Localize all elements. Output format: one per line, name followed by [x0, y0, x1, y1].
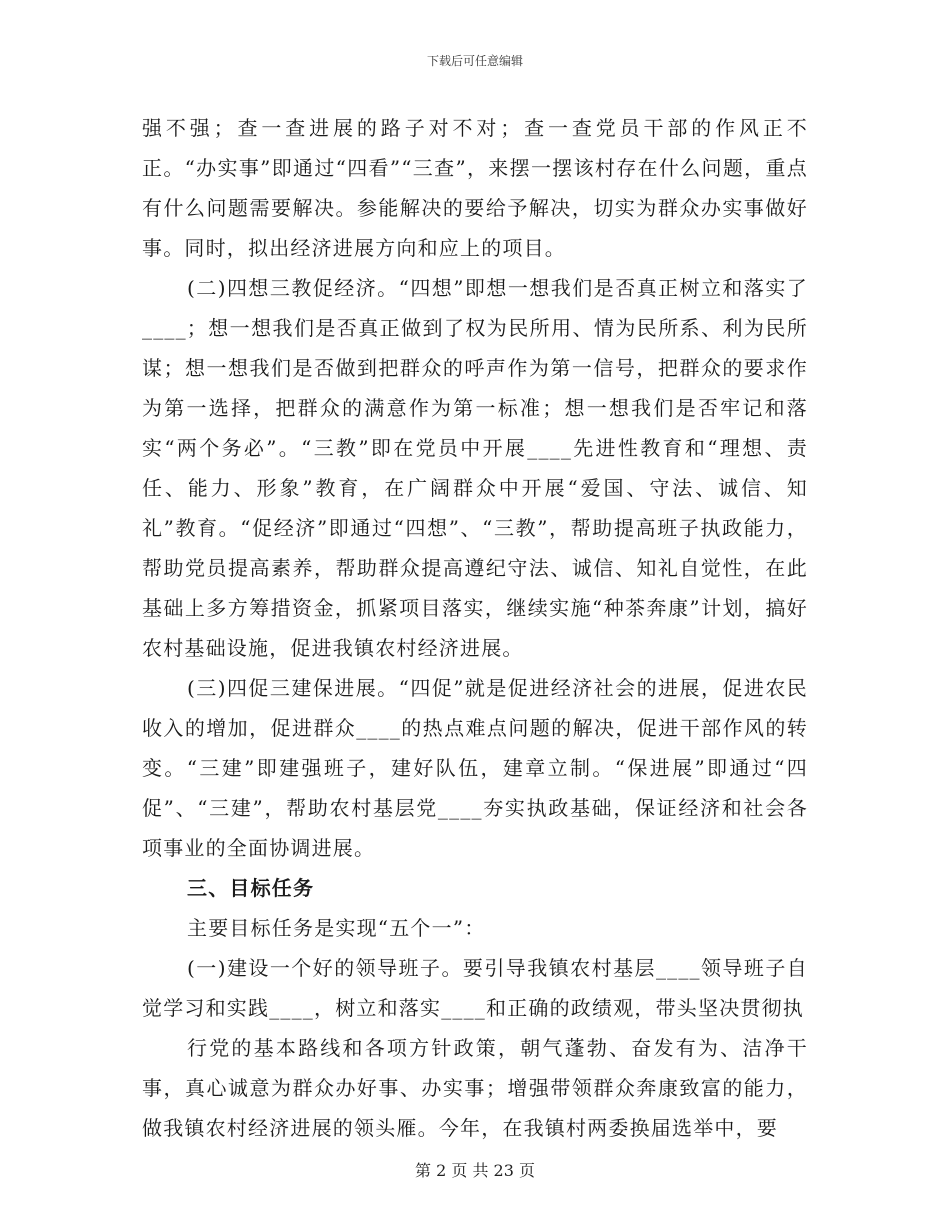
- page-header: 下载后可任意编辑: [426, 54, 523, 68]
- continuation-paragraph: 行党的基本路线和各项方针政策，朝气蓬勃、奋发有为、洁净干事，真心诚意为群众办好事、办实事；增强带领群众奔康致富的能力，做我镇农村经济进展的领头雁。今年，在我镇村两委换届选举中，要: [142, 1036, 808, 1140]
- paragraph-1: 强不强；查一查进展的路子对不对；查一查党员干部的作风正不正。“办实事”即通过“四看”“三查”，来摆一摆该村存在什么问题，重点有什么问题需要解决。参能解决的要给予解决，切实为群众办实事做好事。同时，拟出经济进展方向和应上的项目。: [142, 116, 808, 260]
- document-body: [142, 108, 808, 1148]
- paragraph-3: (三)四促三建保进展。“四促”就是促进经济社会的进展，促进农民收入的增加，促进群众____的热点难点问题的解决，促进干部作风的转变。“三建”即建强班子，建好队伍，建章立制。“保进展”即通过“四促”、“三建”，帮助农村基层党____夯实执政基础，保证经济和社会各项事业的全面协调进展。: [142, 676, 808, 860]
- item-1-paragraph: (一)建设一个好的领导班子。要引导我镇农村基层____领导班子自觉学习和实践____，树立和落实____和正确的政绩观，带头坚决贯彻执: [142, 956, 808, 1020]
- paragraph-2: (二)四想三教促经济。“四想”即想一想我们是否真正树立和落实了____；想一想我们是否真正做到了权为民所用、情为民所系、利为民所谋；想一想我们是否做到把群众的呼声作为第一信号，把群众的要求作为第一选择，把群众的满意作为第一标准；想一想我们是否牢记和落实“两个务必”。“三教”即在党员中开展____先进性教育和“理想、责任、能力、形象”教育，在广阔群众中开展“爱国、守法、诚信、知礼”教育。“促经济”即通过“四想”、“三教”，帮助提高班子执政能力，帮助党员提高素养，帮助群众提高遵纪守法、诚信、知礼自觉性，在此基础上多方筹措资金，抓紧项目落实，继续实施“种茶奔康”计划，搞好农村基础设施，促进我镇农村经济进展。: [142, 276, 808, 660]
- page-footer: 第 2 页 共 23 页: [415, 1161, 535, 1180]
- section-heading: 三、目标任务: [187, 876, 315, 900]
- intro-paragraph: 主要目标任务是实现“五个一”：: [187, 916, 486, 940]
